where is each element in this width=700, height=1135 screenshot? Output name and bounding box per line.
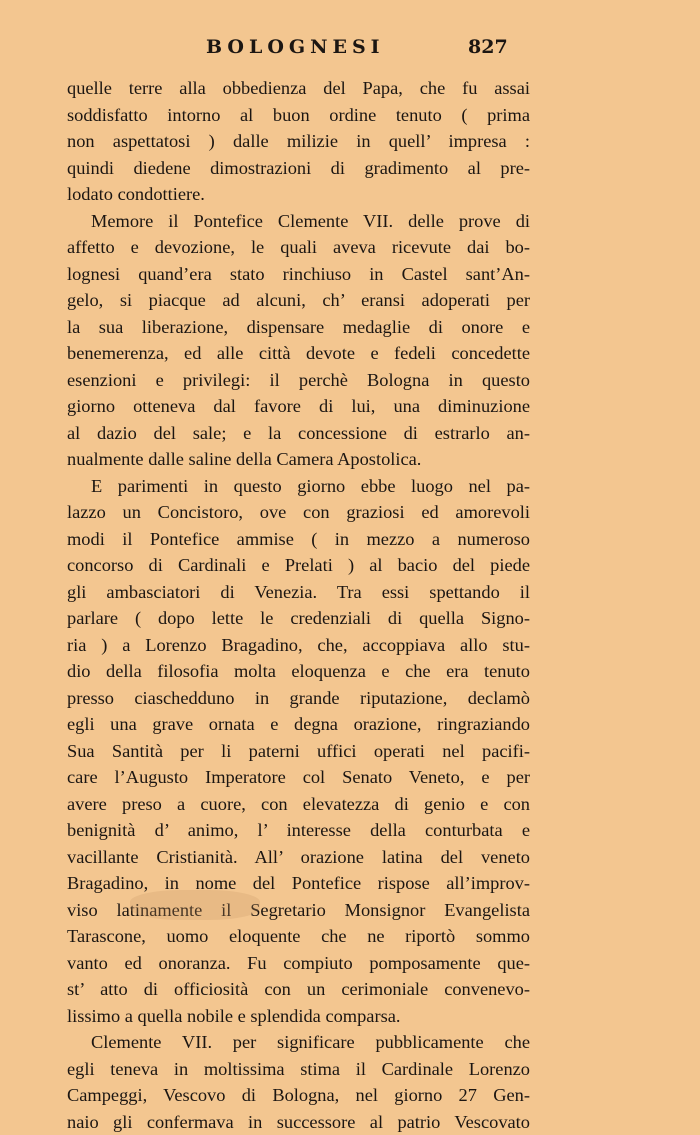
text-line: concorso di Cardinali e Prelati ) al bacio del piede — [67, 552, 530, 579]
text-line: presso ciaschedduno in grande riputazione, declamò — [67, 685, 530, 712]
text-line: viso latinamente il Segretario Monsignor Evangelista — [67, 897, 530, 924]
text-line: dio della filosofia molta eloquenza e che era tenuto — [67, 658, 530, 685]
text-line: egli teneva in moltissima stima il Cardinale Lorenzo — [67, 1056, 530, 1083]
page-header — [0, 36, 700, 66]
text-line: Sua Santità per li paterni uffici operati nel pacifi- — [67, 738, 530, 765]
text-line: nualmente dalle saline della Camera Apostolica. — [67, 446, 530, 473]
text-line: vanto ed onoranza. Fu compiuto pomposamente que- — [67, 950, 530, 977]
text-line: lognesi quand’era stato rinchiuso in Castel sant’An- — [67, 261, 530, 288]
text-line: benemerenza, ed alle città devote e fedeli concedette — [67, 340, 530, 367]
text-line: st’ atto di officiosità con un cerimoniale convenevo- — [67, 976, 530, 1003]
text-line: E parimenti in questo giorno ebbe luogo nel pa- — [67, 473, 530, 500]
text-line: benignità d’ animo, l’ interesse della conturbata e — [67, 817, 530, 844]
text-line: Memore il Pontefice Clemente VII. delle prove di — [67, 208, 530, 235]
text-line: parlare ( dopo lette le credenziali di quella Signo- — [67, 605, 530, 632]
text-line: la sua liberazione, dispensare medaglie di onore e — [67, 314, 530, 341]
text-line: affetto e devozione, le quali aveva ricevute dai bo- — [67, 234, 530, 261]
paper-stain — [130, 890, 260, 920]
text-line: naio gli confermava in successore al patrio Vescovato — [67, 1109, 530, 1135]
text-line: vacillante Cristianità. All’ orazione latina del veneto — [67, 844, 530, 871]
text-line: lissimo a quella nobile e splendida comparsa. — [67, 1003, 530, 1030]
text-line: quindi diedene dimostrazioni di gradimento al pre- — [67, 155, 530, 182]
text-line: gli ambasciatori di Venezia. Tra essi spettando il — [67, 579, 530, 606]
body-text — [67, 75, 530, 1135]
text-line: ria ) a Lorenzo Bragadino, che, accoppiava allo stu- — [67, 632, 530, 659]
text-line: soddisfatto intorno al buon ordine tenuto ( prima — [67, 102, 530, 129]
page-number: 827 — [468, 36, 508, 58]
text-line: Clemente VII. per significare pubblicamente che — [67, 1029, 530, 1056]
text-line: quelle terre alla obbedienza del Papa, che fu assai — [67, 75, 530, 102]
text-line: gelo, si piacque ad alcuni, ch’ eransi adoperati per — [67, 287, 530, 314]
text-line: lodato condottiere. — [67, 181, 530, 208]
text-line: Bragadino, in nome del Pontefice rispose all’improv- — [67, 870, 530, 897]
text-line: giorno otteneva dal favore di lui, una diminuzione — [67, 393, 530, 420]
text-line: esenzioni e privilegi: il perchè Bologna in questo — [67, 367, 530, 394]
running-head: BOLOGNESI — [206, 36, 385, 58]
text-line: Campeggi, Vescovo di Bologna, nel giorno 27 Gen- — [67, 1082, 530, 1109]
text-line: non aspettatosi ) dalle milizie in quell’ impresa : — [67, 128, 530, 155]
text-line: avere preso a cuore, con elevatezza di genio e con — [67, 791, 530, 818]
text-line: egli una grave ornata e degna orazione, ringraziando — [67, 711, 530, 738]
text-line: modi il Pontefice ammise ( in mezzo a numeroso — [67, 526, 530, 553]
text-line: al dazio del sale; e la concessione di estrarlo an- — [67, 420, 530, 447]
text-line: lazzo un Concistoro, ove con graziosi ed amorevoli — [67, 499, 530, 526]
text-line: care l’Augusto Imperatore col Senato Veneto, e per — [67, 764, 530, 791]
text-line: Tarascone, uomo eloquente che ne riportò sommo — [67, 923, 530, 950]
